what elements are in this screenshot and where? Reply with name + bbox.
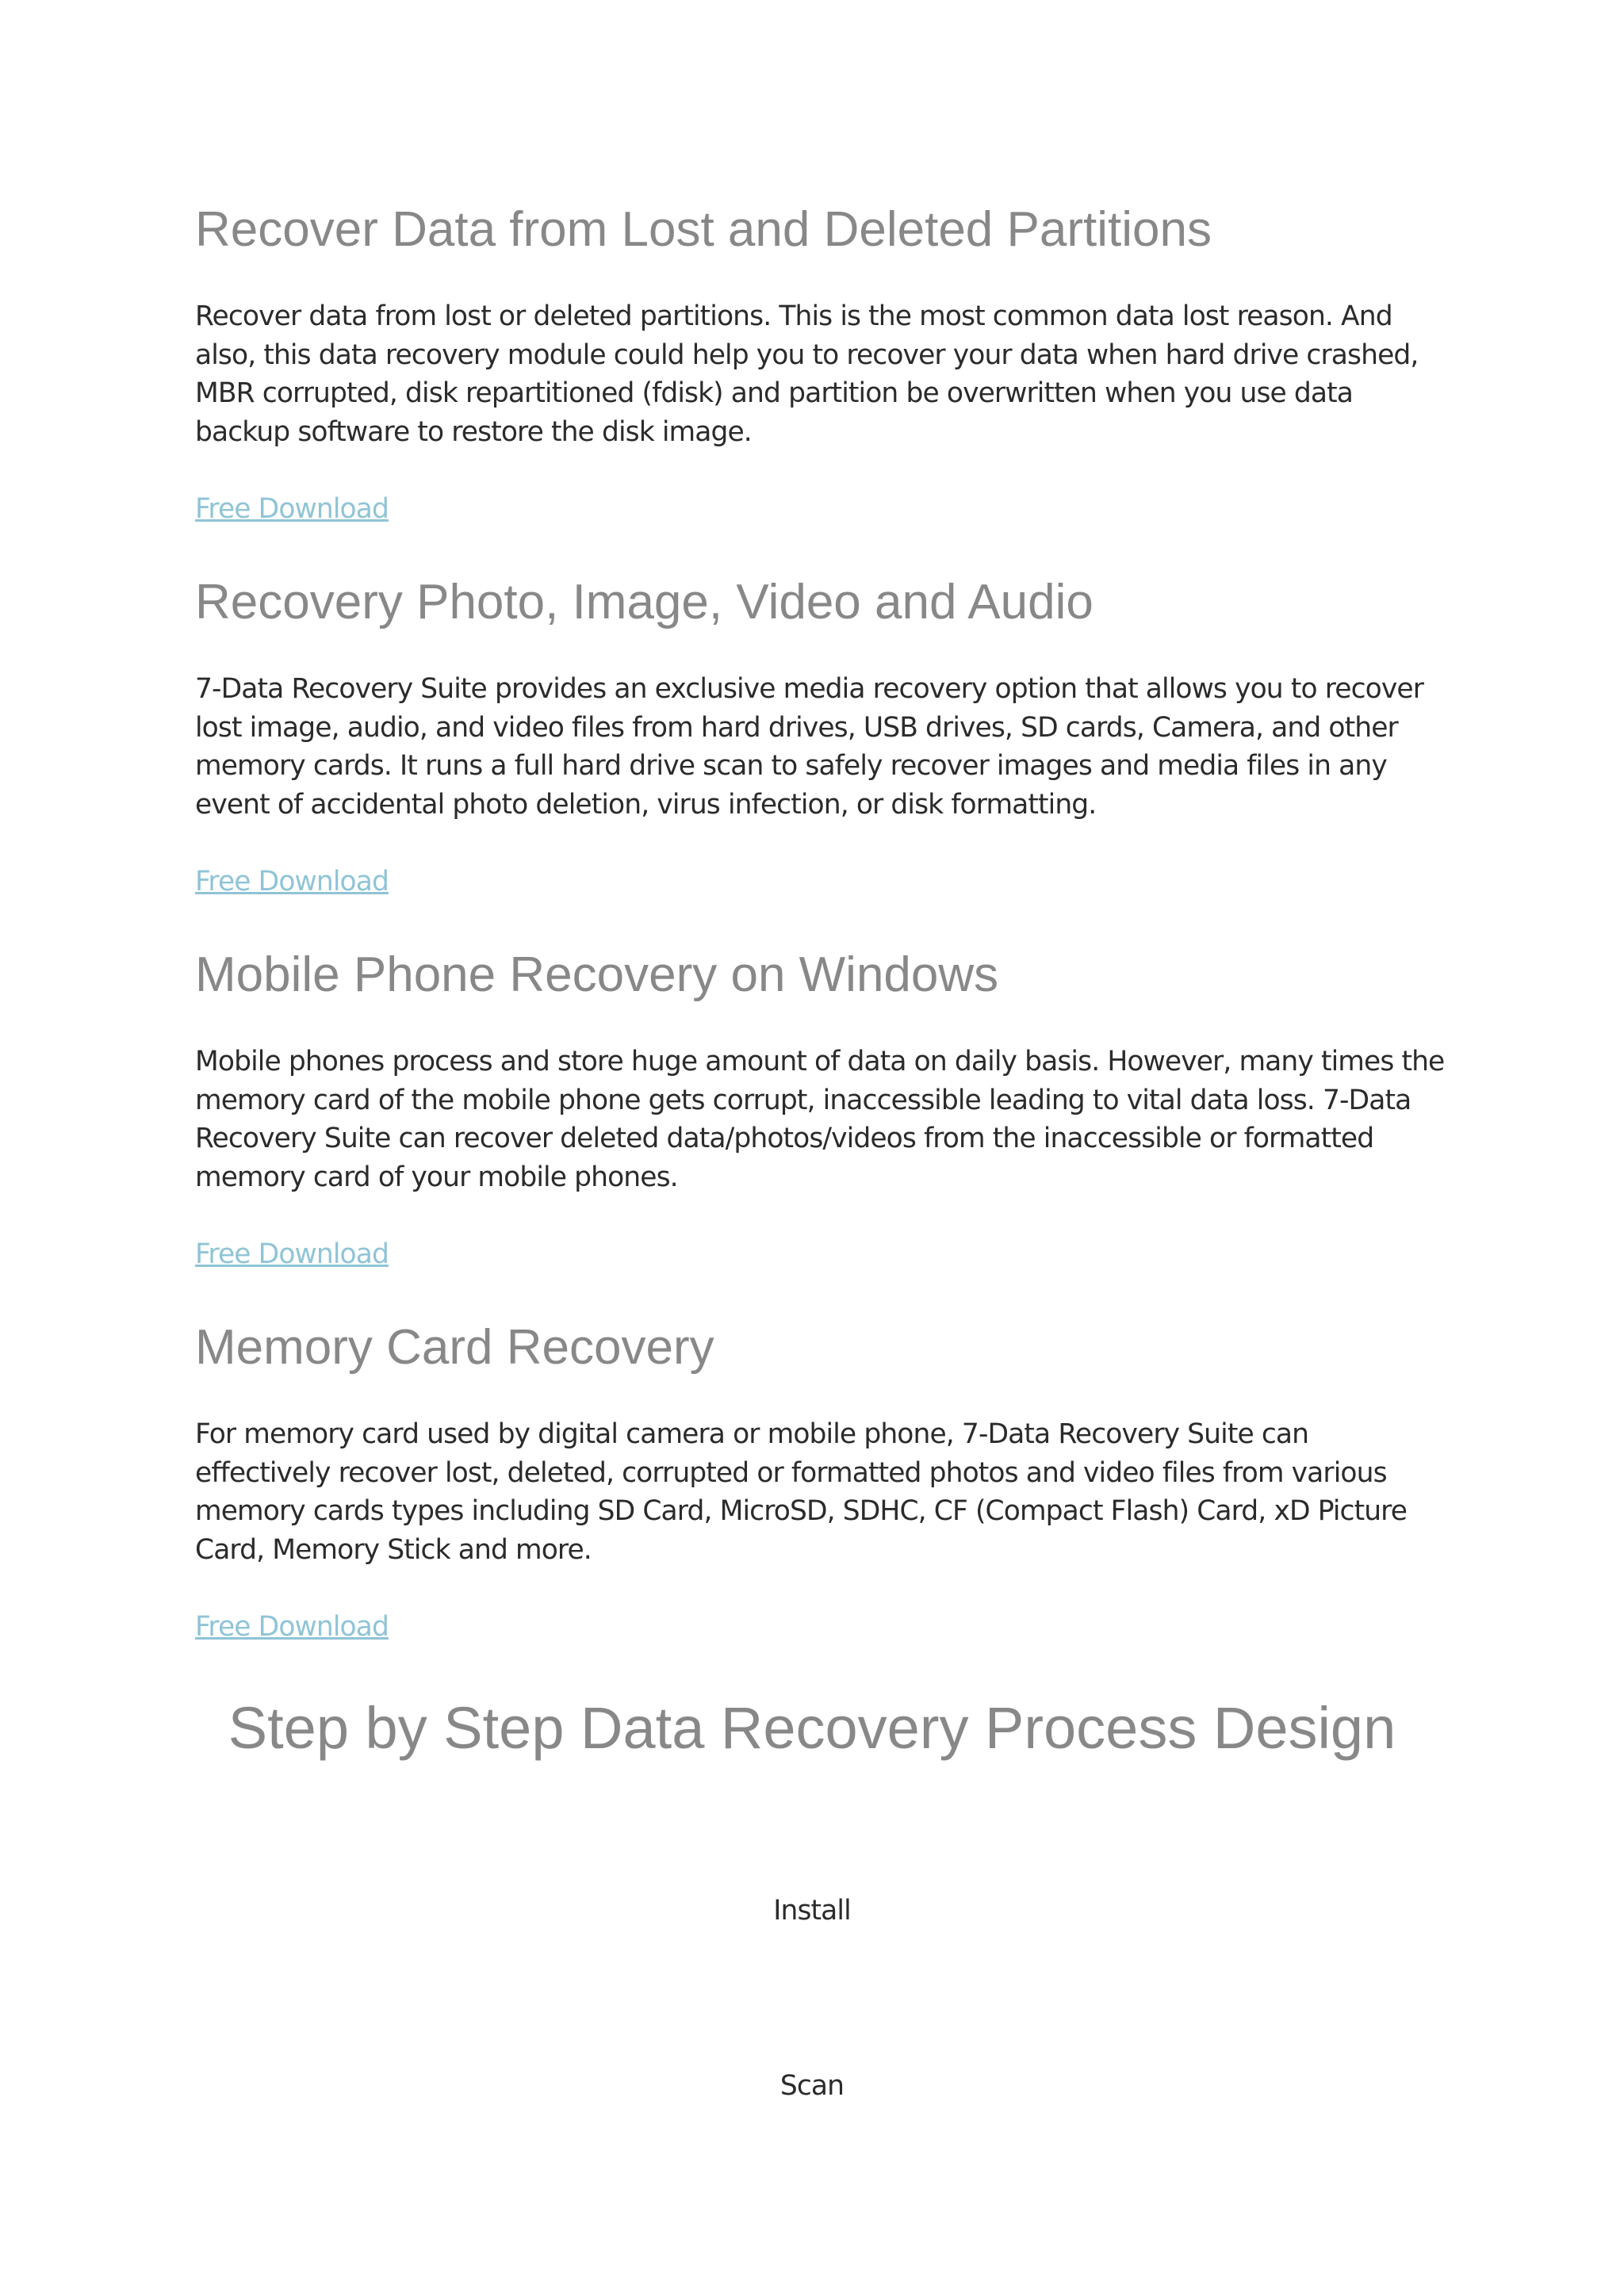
process-title: Step by Step Data Recovery Process Design — [228, 1695, 1396, 1761]
step-scan: Scan — [779, 2070, 845, 2102]
section-body: Mobile phones process and store huge amount of data on daily basis. However, many times the memory card of the mobile phone gets corrupt, inaccessible leading to vital data loss. 7-Data Recovery Suite can recover deleted data/photos/videos from the inaccessible or formatted memory card of your mobile phones. — [195, 1046, 1445, 1193]
free-download-link[interactable]: Free Download — [195, 1238, 389, 1270]
section-title: Recovery Photo, Image, Video and Audio — [195, 575, 1094, 629]
free-download-link[interactable]: Free Download — [195, 493, 389, 525]
section-mobile-recovery — [195, 947, 1448, 1270]
free-download-link[interactable]: Free Download — [195, 1611, 389, 1643]
section-title: Memory Card Recovery — [195, 1320, 714, 1375]
section-media-recovery — [195, 574, 1448, 897]
free-download-link[interactable]: Free Download — [195, 866, 389, 897]
section-title: Mobile Phone Recovery on Windows — [195, 947, 999, 1002]
step-install: Install — [773, 1895, 851, 1927]
section-memory-card-recovery — [195, 1319, 1448, 1643]
section-body: Recover data from lost or deleted partitions. This is the most common data lost reason. And also, this data recovery module could help you to recover your data when hard drive crashed, MBR corrupted, disk repartitioned (fdisk) and partition be overwritten when you use data backup software to restore the disk image. — [195, 300, 1419, 448]
section-title: Recover Data from Lost and Deleted Partitions — [195, 202, 1212, 257]
section-body: 7-Data Recovery Suite provides an exclusive media recovery option that allows you to recover lost image, audio, and video files from hard drives, USB drives, SD cards, Camera, and other memory cards. It runs a full hard drive scan to safely recover images and media files in any event of accidental photo deletion, virus infection, or disk formatting. — [195, 673, 1423, 821]
section-lost-partitions — [195, 201, 1448, 525]
section-body: For memory card used by digital camera or mobile phone, 7-Data Recovery Suite can effectively recover lost, deleted, corrupted or formatted photos and video files from various memory cards types including SD Card, MicroSD, SDHC, CF (Compact Flash) Card, xD Picture Card, Memory Stick and more. — [195, 1418, 1408, 1566]
